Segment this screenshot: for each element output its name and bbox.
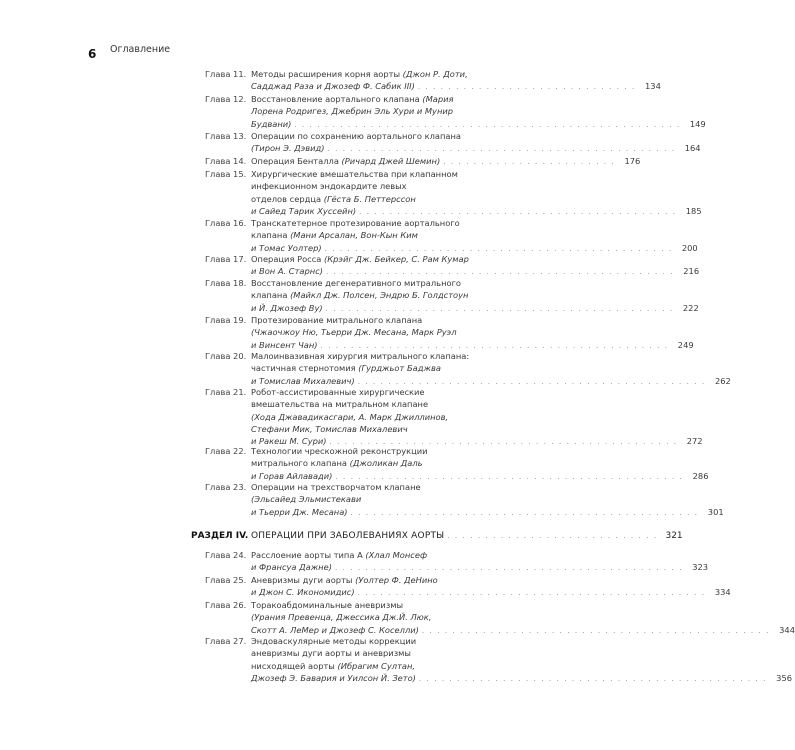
chapter-label: Глава 21. <box>205 387 247 397</box>
chapter-title: Операция Бенталла (Ричард Джей Шемин) . . . . . . . . . . . . . . . . . . . . . . . 176 <box>251 155 541 168</box>
chapter-label: Глава 14. <box>205 156 247 166</box>
page-ref: 200 <box>681 242 698 253</box>
chapter-label: Глава 11. <box>205 69 247 79</box>
chapter-label: Глава 12. <box>205 94 247 104</box>
page-ref: 222 <box>682 302 699 313</box>
chapter-title: Операции по сохранению аортального клапана (Тирон Э. Дэвид) . . . . . . . . . . . . . . . . . . . . . . . . . . . . . . . . . . . . . . . . . . . . . . 164 <box>251 130 541 156</box>
leader-dots: . . . . . . . . . . . . . . . . . . . . . . . . . . . . . <box>417 83 636 92</box>
chapter-label: Глава 20. <box>205 351 247 361</box>
page-ref: 321 <box>665 531 683 541</box>
chapter-label: Глава 25. <box>205 575 247 585</box>
chapter-label: Глава 18. <box>205 278 247 288</box>
chapter-title: Операция Росса (Крэйг Дж. Бейкер, С. Рам Кумар и Вон А. Старнс) . . . . . . . . . . . . . . . . . . . . . . . . . . . . . . . . . . . . . . . . . . . . . . 216 <box>251 253 541 279</box>
leader-dots: . . . . . . . . . . . . . . . . . . . . . . . . . . . . <box>447 532 658 540</box>
chapter-label: Глава 22. <box>205 446 247 456</box>
leader-dots: . . . . . . . . . . . . . . . . . . . . . . . . . . . . . . . . . . . . . . . . . . . . . . <box>329 438 678 447</box>
page-ref: 176 <box>624 156 641 166</box>
page-ref: 286 <box>692 470 709 481</box>
chapter-title: Робот-ассистированные хирургические вмешательства на митральном клапане (Хода Джавадикасгари, А. Марк Джиллинов, Стефани Мик, Томислав Михалевич и Ракеш М. Сури) . . . . . . . . . . . . . . . . . . . . . . . . . . . . . . . . . . . . . . . . . . . . . . 272 <box>251 386 541 448</box>
leader-dots: . . . . . . . . . . . . . . . . . . . . . . . . . . . . . . . . . . . . . . . . . . . . . . <box>327 145 676 154</box>
chapter-title: Расслоение аорты типа А (Хлал Монсеф и Франсуа Дажне) . . . . . . . . . . . . . . . . . . . . . . . . . . . . . . . . . . . . . . . . . . . . . . 323 <box>251 549 541 575</box>
page-ref: 323 <box>692 562 709 573</box>
chapter-title: Малоинвазивная хирургия митрального клапана: частичная стернотомия (Гурджьот Баджва и Томислав Михалевич) . . . . . . . . . . . . . . . . . . . . . . . . . . . . . . . . . . . . . . . . . . . . . . 262 <box>251 350 541 388</box>
page-ref: 249 <box>677 339 694 350</box>
leader-dots: . . . . . . . . . . . . . . . . . . . . . . . . . . . . . . . . . . . . . . . . . . . . . . <box>324 244 673 253</box>
leader-dots: . . . . . . . . . . . . . . . . . . . . . . . . . . . . . . . . . . . . . . . . . . . . . . <box>326 268 675 277</box>
page-number: 6 <box>88 47 97 61</box>
chapter-title: Операции на трехстворчатом клапане (Эльсайед Эльмистекави и Тьерри Дж. Месана) . . . . . . . . . . . . . . . . . . . . . . . . . . . . . . . . . . . . . . . . . . . . . . 301 <box>251 481 541 519</box>
chapter-label: Глава 23. <box>205 482 247 492</box>
chapter-title: Эндоваскулярные методы коррекции аневризмы дуги аорты и аневризмы нисходящей аорты (Ибрагим Султан, Джозеф Э. Бавария и Уилсон Й. Зето) . . . . . . . . . . . . . . . . . . . . . . . . . . . . . . . . . . . . . . . . . . . . . . 356 <box>251 635 541 685</box>
page-ref: 356 <box>776 672 793 683</box>
chapter-label: Глава 27. <box>205 636 247 646</box>
section-title-line <box>251 530 683 543</box>
page-ref: 334 <box>714 587 731 598</box>
page-ref: 344 <box>779 624 795 635</box>
leader-dots: . . . . . . . . . . . . . . . . . . . . . . . . . . . . . . . . . . . . . . . . . . <box>359 207 677 216</box>
page-ref: 216 <box>683 266 700 277</box>
page-header <box>88 43 171 61</box>
chapter-title: Протезирование митрального клапана (Чжаочжоу Ню, Тьерри Дж. Месана, Марк Руэл и Винсент Чан) . . . . . . . . . . . . . . . . . . . . . . . . . . . . . . . . . . . . . . . . . . . . . . 249 <box>251 314 541 352</box>
leader-dots: . . . . . . . . . . . . . . . . . . . . . . . . . . . . . . . . . . . . . . . . . . . . . . <box>350 508 699 517</box>
chapter-label: Глава 24. <box>205 550 247 560</box>
chapter-label: Глава 16. <box>205 218 247 228</box>
page-ref: 164 <box>684 143 701 154</box>
leader-dots: . . . . . . . . . . . . . . . . . . . . . . . . . . . . . . . . . . . . . . . . . . . . . . <box>325 304 674 313</box>
leader-dots: . . . . . . . . . . . . . . . . . . . . . . . . . . . . . . . . . . . . . . . . . . . . . . <box>357 377 706 386</box>
chapter-title: Восстановление аортального клапана (Мария Лорена Родригез, Джебрин Эль Хури и Мунир Будвани) . . . . . . . . . . . . . . . . . . . . . . . . . . . . . . . . . . . . . . . . . . . . . . . . . . . 149 <box>251 93 541 131</box>
chapter-label: Глава 17. <box>205 254 247 264</box>
chapter-title: Технологии чрескожной реконструкции митрального клапана (Джоликан Даль и Горав Айлавади) . . . . . . . . . . . . . . . . . . . . . . . . . . . . . . . . . . . . . . . . . . . . . . 286 <box>251 445 541 483</box>
leader-dots: . . . . . . . . . . . . . . . . . . . . . . . . . . . . . . . . . . . . . . . . . . . . . . <box>334 564 684 573</box>
section-title: ОПЕРАЦИИ ПРИ ЗАБОЛЕВАНИЯХ АОРТЫ <box>251 531 445 541</box>
chapter-title: Восстановление дегенеративного митрального клапана (Майкл Дж. Полсен, Эндрю Б. Голдстоун и Й. Джозеф Ву) . . . . . . . . . . . . . . . . . . . . . . . . . . . . . . . . . . . . . . . . . . . . . . 222 <box>251 277 541 315</box>
leader-dots: . . . . . . . . . . . . . . . . . . . . . . . . . . . . . . . . . . . . . . . . . . . . . . <box>320 341 669 350</box>
chapter-title: Транскатетерное протезирование аортального клапана (Мани Арсалан, Вон-Кын Ким и Томас Уолтер) . . . . . . . . . . . . . . . . . . . . . . . . . . . . . . . . . . . . . . . . . . . . . . 200 <box>251 217 541 255</box>
chapter-title: Торакоабдоминальные аневризмы (Урания Превенца, Джессика Дж.Й. Люк, Скотт А. ЛеМер и Джозеф С. Коселли) . . . . . . . . . . . . . . . . . . . . . . . . . . . . . . . . . . . . . . . . . . . . . . 344 <box>251 599 541 637</box>
leader-dots: . . . . . . . . . . . . . . . . . . . . . . . . . . . . . . . . . . . . . . . . . . . . . . <box>357 589 706 598</box>
chapter-label: Глава 15. <box>205 169 247 179</box>
leader-dots: . . . . . . . . . . . . . . . . . . . . . . . . . . . . . . . . . . . . . . . . . . . . . . <box>421 626 770 635</box>
running-title: Оглавление <box>110 44 171 55</box>
chapter-label: Глава 19. <box>205 315 247 325</box>
chapter-title: Аневризмы дуги аорты (Уолтер Ф. ДеНино и Джон С. Икономидис) . . . . . . . . . . . . . . . . . . . . . . . . . . . . . . . . . . . . . . . . . . . . . . 334 <box>251 574 541 600</box>
page-ref: 134 <box>645 81 661 92</box>
leader-dots: . . . . . . . . . . . . . . . . . . . . . . . . . . . . . . . . . . . . . . . . . . . . . . <box>418 674 768 683</box>
leader-dots: . . . . . . . . . . . . . . . . . . . . . . . <box>443 158 616 166</box>
page-ref: 262 <box>714 375 731 386</box>
page-ref: 272 <box>686 436 703 447</box>
chapter-label: Глава 26. <box>205 600 247 610</box>
chapter-title: Методы расширения корня аорты (Джон Р. Доти, Садджад Раза и Джозеф Ф. Сабик III) . . . . . . . . . . . . . . . . . . . . . . . . . . . . . 134 <box>251 68 541 94</box>
chapter-label: Глава 13. <box>205 131 247 141</box>
page-ref: 149 <box>689 118 706 129</box>
leader-dots: . . . . . . . . . . . . . . . . . . . . . . . . . . . . . . . . . . . . . . . . . . . . . . . . . . . <box>294 120 681 129</box>
page-ref: 185 <box>685 205 702 216</box>
section-label: РАЗДЕЛ IV. <box>191 531 249 541</box>
page-ref: 301 <box>707 506 724 517</box>
chapter-title: Хирургические вмешательства при клапанном инфекционном эндокардите левых отделов сердца (Гёста Б. Петтерссон и Сайед Тарик Хуссейн) . . . . . . . . . . . . . . . . . . . . . . . . . . . . . . . . . . . . . . . . . . 185 <box>251 168 541 218</box>
leader-dots: . . . . . . . . . . . . . . . . . . . . . . . . . . . . . . . . . . . . . . . . . . . . . . <box>335 472 684 481</box>
